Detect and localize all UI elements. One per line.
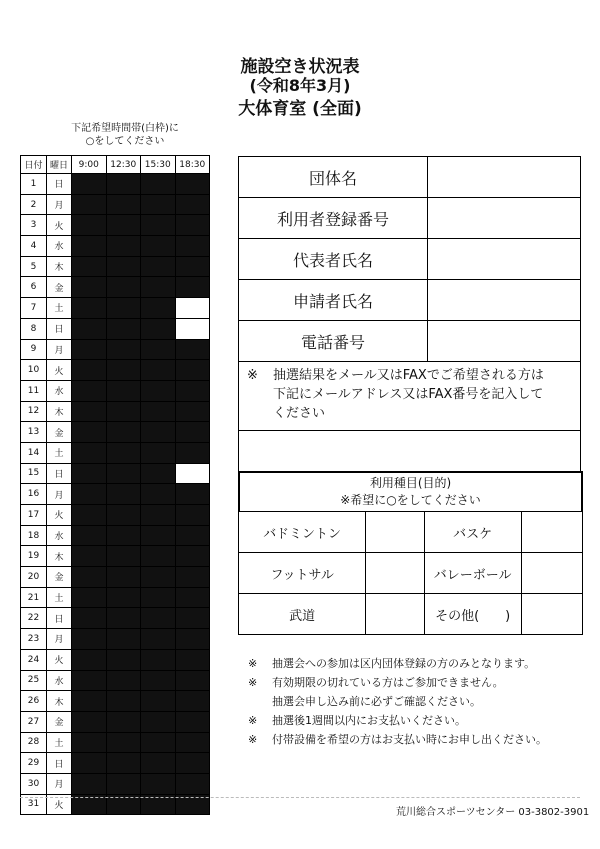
- note-text: 付帯設備を希望の方はお支払い時にお申し出ください。: [272, 733, 547, 746]
- field-label-applicant: 申請者氏名: [239, 280, 428, 321]
- slot-unavailable-0900: [72, 649, 107, 670]
- slot-unavailable-1830: [175, 442, 210, 463]
- row-date: 9: [21, 339, 47, 360]
- slot-unavailable-1530: [141, 215, 176, 236]
- slot-unavailable-1230: [106, 360, 141, 381]
- slot-unavailable-1230: [106, 422, 141, 443]
- slot-available-1830[interactable]: [175, 298, 210, 319]
- row-date: 29: [21, 753, 47, 774]
- slot-unavailable-1830: [175, 670, 210, 691]
- slot-unavailable-1530: [141, 360, 176, 381]
- purpose-title: 利用種目(目的): [369, 476, 452, 490]
- slot-unavailable-0900: [72, 629, 107, 650]
- contact-note-mark: ※: [247, 368, 258, 383]
- slot-unavailable-0900: [72, 236, 107, 257]
- row-weekday: 月: [47, 194, 72, 215]
- slot-unavailable-1530: [141, 567, 176, 588]
- purpose-check-volleyball[interactable]: [521, 553, 582, 594]
- purpose-label-futsal: フットサル: [239, 553, 366, 594]
- slot-unavailable-1530: [141, 422, 176, 443]
- slot-unavailable-0900: [72, 256, 107, 277]
- row-weekday: 火: [47, 360, 72, 381]
- slot-unavailable-1230: [106, 236, 141, 257]
- header-slot-1830: 18:30: [175, 156, 210, 174]
- slot-unavailable-1230: [106, 194, 141, 215]
- purpose-check-basketball[interactable]: [521, 512, 582, 553]
- slot-unavailable-0900: [72, 484, 107, 505]
- slot-unavailable-1830: [175, 753, 210, 774]
- slot-unavailable-1530: [141, 753, 176, 774]
- instruction: [40, 122, 210, 148]
- row-date: 19: [21, 546, 47, 567]
- row-weekday: 日: [47, 753, 72, 774]
- availability-row: [21, 318, 210, 339]
- availability-row: [21, 401, 210, 422]
- row-weekday: 日: [47, 318, 72, 339]
- slot-unavailable-1230: [106, 484, 141, 505]
- slot-unavailable-1530: [141, 649, 176, 670]
- slot-unavailable-0900: [72, 753, 107, 774]
- slot-unavailable-1230: [106, 401, 141, 422]
- slot-unavailable-1530: [141, 484, 176, 505]
- availability-table: [20, 155, 210, 815]
- slot-unavailable-1530: [141, 546, 176, 567]
- slot-unavailable-1230: [106, 318, 141, 339]
- row-date: 24: [21, 649, 47, 670]
- field-input-applicant[interactable]: [428, 280, 581, 321]
- slot-unavailable-1530: [141, 711, 176, 732]
- applicant-form: [238, 156, 581, 472]
- slot-unavailable-1230: [106, 174, 141, 195]
- row-date: 7: [21, 298, 47, 319]
- slot-unavailable-1230: [106, 649, 141, 670]
- slot-unavailable-0900: [72, 546, 107, 567]
- row-weekday: 土: [47, 442, 72, 463]
- contact-note: [239, 362, 581, 431]
- availability-row: [21, 380, 210, 401]
- slot-unavailable-0900: [72, 670, 107, 691]
- slot-unavailable-1830: [175, 236, 210, 257]
- availability-row: [21, 711, 210, 732]
- row-date: 1: [21, 174, 47, 195]
- note-mark: ※: [248, 733, 258, 746]
- slot-unavailable-1230: [106, 339, 141, 360]
- purpose-label-martial-arts: 武道: [239, 594, 366, 635]
- slot-unavailable-1830: [175, 649, 210, 670]
- slot-unavailable-1530: [141, 256, 176, 277]
- row-weekday: 月: [47, 773, 72, 794]
- row-weekday: 水: [47, 236, 72, 257]
- row-date: 22: [21, 608, 47, 629]
- slot-unavailable-1830: [175, 608, 210, 629]
- slot-unavailable-1530: [141, 732, 176, 753]
- row-date: 14: [21, 442, 47, 463]
- slot-unavailable-1530: [141, 277, 176, 298]
- slot-unavailable-0900: [72, 711, 107, 732]
- row-weekday: 月: [47, 484, 72, 505]
- purpose-check-futsal[interactable]: [366, 553, 424, 594]
- row-date: 31: [21, 794, 47, 815]
- row-weekday: 月: [47, 629, 72, 650]
- row-date: 18: [21, 525, 47, 546]
- row-weekday: 金: [47, 567, 72, 588]
- slot-unavailable-0900: [72, 401, 107, 422]
- notes-list: [248, 654, 547, 749]
- slot-unavailable-0900: [72, 773, 107, 794]
- slot-unavailable-0900: [72, 298, 107, 319]
- row-date: 11: [21, 380, 47, 401]
- slot-unavailable-1830: [175, 773, 210, 794]
- slot-unavailable-1230: [106, 608, 141, 629]
- slot-unavailable-1830: [175, 546, 210, 567]
- slot-unavailable-0900: [72, 422, 107, 443]
- instruction-line-1: 下記希望時間帯(白枠)に: [71, 123, 179, 134]
- slot-unavailable-0900: [72, 691, 107, 712]
- availability-row: [21, 649, 210, 670]
- slot-unavailable-0900: [72, 587, 107, 608]
- slot-unavailable-1530: [141, 401, 176, 422]
- availability-row: [21, 360, 210, 381]
- field-label-user-number: 利用者登録番号: [239, 198, 428, 239]
- availability-row: [21, 691, 210, 712]
- row-date: 25: [21, 670, 47, 691]
- row-weekday: 木: [47, 546, 72, 567]
- page-title: 施設空き状況表: [240, 57, 360, 77]
- slot-unavailable-1830: [175, 484, 210, 505]
- slot-unavailable-1830: [175, 732, 210, 753]
- slot-unavailable-1830: [175, 587, 210, 608]
- availability-row: [21, 732, 210, 753]
- note-text: 抽選会への参加は区内団体登録の方のみとなります。: [272, 657, 536, 670]
- slot-unavailable-1230: [106, 691, 141, 712]
- row-date: 10: [21, 360, 47, 381]
- slot-unavailable-1530: [141, 463, 176, 484]
- row-date: 26: [21, 691, 47, 712]
- slot-unavailable-1830: [175, 380, 210, 401]
- purpose-table: [238, 511, 583, 635]
- availability-header-row: [21, 156, 210, 174]
- row-weekday: 水: [47, 670, 72, 691]
- note-mark: ※: [248, 657, 258, 670]
- slot-unavailable-0900: [72, 277, 107, 298]
- note-item: [248, 692, 547, 711]
- row-weekday: 金: [47, 711, 72, 732]
- note-item: [248, 711, 547, 730]
- row-weekday: 土: [47, 298, 72, 319]
- purpose-section: [238, 471, 583, 635]
- slot-unavailable-0900: [72, 339, 107, 360]
- slot-unavailable-1830: [175, 256, 210, 277]
- purpose-check-martial-arts[interactable]: [366, 594, 424, 635]
- row-weekday: 日: [47, 608, 72, 629]
- availability-row: [21, 463, 210, 484]
- availability-row: [21, 753, 210, 774]
- slot-unavailable-1230: [106, 629, 141, 650]
- slot-unavailable-1530: [141, 194, 176, 215]
- slot-unavailable-1830: [175, 194, 210, 215]
- note-text: 抽選後1週間以内にお支払いください。: [272, 714, 466, 727]
- row-date: 4: [21, 236, 47, 257]
- slot-unavailable-0900: [72, 174, 107, 195]
- slot-unavailable-1230: [106, 442, 141, 463]
- availability-row: [21, 277, 210, 298]
- row-weekday: 火: [47, 505, 72, 526]
- row-date: 21: [21, 587, 47, 608]
- contact-input[interactable]: [239, 431, 581, 472]
- availability-row: [21, 174, 210, 195]
- availability-row: [21, 339, 210, 360]
- slot-unavailable-1230: [106, 587, 141, 608]
- instruction-line-2: ○をしてください: [85, 136, 165, 147]
- availability-row: [21, 215, 210, 236]
- availability-row: [21, 298, 210, 319]
- divider: [20, 797, 580, 798]
- slot-unavailable-1830: [175, 629, 210, 650]
- page-facility: 大体育室 (全面): [238, 99, 362, 119]
- field-label-phone: 電話番号: [239, 321, 428, 362]
- availability-row: [21, 629, 210, 650]
- purpose-label-volleyball: バレーボール: [424, 553, 521, 594]
- header-weekday: 曜日: [47, 156, 72, 174]
- field-label-group-name: 団体名: [239, 157, 428, 198]
- row-weekday: 土: [47, 587, 72, 608]
- row-date: 23: [21, 629, 47, 650]
- slot-unavailable-0900: [72, 463, 107, 484]
- slot-unavailable-1530: [141, 339, 176, 360]
- availability-row: [21, 256, 210, 277]
- slot-unavailable-1230: [106, 773, 141, 794]
- slot-unavailable-0900: [72, 318, 107, 339]
- slot-unavailable-1530: [141, 505, 176, 526]
- row-date: 15: [21, 463, 47, 484]
- slot-unavailable-1530: [141, 298, 176, 319]
- purpose-label-basketball: バスケ: [424, 512, 521, 553]
- slot-unavailable-1530: [141, 236, 176, 257]
- slot-unavailable-1530: [141, 773, 176, 794]
- slot-unavailable-1830: [175, 505, 210, 526]
- row-weekday: 金: [47, 422, 72, 443]
- slot-available-1830[interactable]: [175, 318, 210, 339]
- slot-unavailable-1530: [141, 525, 176, 546]
- contact-note-line-1: 抽選結果をメール又はFAXでご希望される方は: [273, 368, 544, 383]
- slot-unavailable-1230: [106, 256, 141, 277]
- slot-unavailable-1230: [106, 732, 141, 753]
- contact-note-line-3: ください: [273, 406, 326, 421]
- footer-contact: 荒川総合スポーツセンター 03-3802-3901: [396, 807, 590, 818]
- availability-row: [21, 236, 210, 257]
- slot-unavailable-1830: [175, 215, 210, 236]
- purpose-label-other: その他( ): [424, 594, 521, 635]
- availability-row: [21, 505, 210, 526]
- availability-row: [21, 442, 210, 463]
- row-weekday: 水: [47, 380, 72, 401]
- row-date: 16: [21, 484, 47, 505]
- row-date: 20: [21, 567, 47, 588]
- availability-row: [21, 587, 210, 608]
- row-date: 8: [21, 318, 47, 339]
- slot-unavailable-1530: [141, 670, 176, 691]
- slot-unavailable-1830: [175, 711, 210, 732]
- slot-unavailable-1230: [106, 525, 141, 546]
- row-weekday: 日: [47, 174, 72, 195]
- slot-unavailable-0900: [72, 525, 107, 546]
- row-date: 30: [21, 773, 47, 794]
- row-date: 12: [21, 401, 47, 422]
- availability-row: [21, 670, 210, 691]
- slot-unavailable-1830: [175, 422, 210, 443]
- availability-row: [21, 484, 210, 505]
- contact-note-line-2: 下記にメールアドレス又はFAX番号を記入して: [273, 387, 544, 402]
- slot-available-1830[interactable]: [175, 463, 210, 484]
- slot-unavailable-0900: [72, 567, 107, 588]
- slot-unavailable-1230: [106, 546, 141, 567]
- slot-unavailable-0900: [72, 442, 107, 463]
- slot-unavailable-1530: [141, 629, 176, 650]
- field-input-phone[interactable]: [428, 321, 581, 362]
- field-input-user-number[interactable]: [428, 198, 581, 239]
- row-weekday: 火: [47, 215, 72, 236]
- row-date: 3: [21, 215, 47, 236]
- availability-row: [21, 567, 210, 588]
- row-weekday: 木: [47, 691, 72, 712]
- slot-unavailable-1230: [106, 670, 141, 691]
- slot-unavailable-1830: [175, 339, 210, 360]
- row-date: 5: [21, 256, 47, 277]
- purpose-heading: [238, 471, 583, 511]
- slot-unavailable-0900: [72, 380, 107, 401]
- slot-unavailable-1230: [106, 277, 141, 298]
- slot-unavailable-1230: [106, 380, 141, 401]
- availability-row: [21, 608, 210, 629]
- slot-unavailable-1530: [141, 442, 176, 463]
- row-date: 27: [21, 711, 47, 732]
- slot-unavailable-0900: [72, 215, 107, 236]
- row-date: 2: [21, 194, 47, 215]
- header-slot-0900: 9:00: [72, 156, 107, 174]
- row-weekday: 土: [47, 732, 72, 753]
- slot-unavailable-1230: [106, 215, 141, 236]
- header-date: 日付: [21, 156, 47, 174]
- note-mark: ※: [248, 714, 258, 727]
- row-weekday: 水: [47, 525, 72, 546]
- field-input-representative[interactable]: [428, 239, 581, 280]
- note-mark: ※: [248, 676, 258, 689]
- note-text: 有効期限の切れている方はご参加できません。: [272, 676, 504, 689]
- row-date: 6: [21, 277, 47, 298]
- slot-unavailable-1830: [175, 174, 210, 195]
- field-input-group-name[interactable]: [428, 157, 581, 198]
- slot-unavailable-1830: [175, 567, 210, 588]
- field-label-representative: 代表者氏名: [239, 239, 428, 280]
- slot-unavailable-1230: [106, 505, 141, 526]
- purpose-instruction: ※希望に○をしてください: [340, 493, 481, 507]
- row-weekday: 金: [47, 277, 72, 298]
- availability-row: [21, 525, 210, 546]
- row-weekday: 火: [47, 794, 72, 815]
- purpose-check-badminton[interactable]: [366, 512, 424, 553]
- slot-unavailable-1830: [175, 401, 210, 422]
- slot-unavailable-1530: [141, 587, 176, 608]
- note-item: [248, 654, 547, 673]
- note-mark: [248, 692, 272, 711]
- row-weekday: 火: [47, 649, 72, 670]
- slot-unavailable-1530: [141, 608, 176, 629]
- purpose-check-other[interactable]: [521, 594, 582, 635]
- slot-unavailable-1830: [175, 691, 210, 712]
- slot-unavailable-1230: [106, 567, 141, 588]
- header-slot-1530: 15:30: [141, 156, 176, 174]
- note-item: [248, 730, 547, 749]
- slot-unavailable-1230: [106, 463, 141, 484]
- row-weekday: 木: [47, 256, 72, 277]
- availability-row: [21, 546, 210, 567]
- row-date: 17: [21, 505, 47, 526]
- slot-unavailable-0900: [72, 608, 107, 629]
- slot-unavailable-1230: [106, 753, 141, 774]
- slot-unavailable-1530: [141, 691, 176, 712]
- slot-unavailable-0900: [72, 732, 107, 753]
- row-weekday: 木: [47, 401, 72, 422]
- slot-unavailable-1530: [141, 174, 176, 195]
- slot-unavailable-0900: [72, 505, 107, 526]
- slot-unavailable-1830: [175, 525, 210, 546]
- availability-row: [21, 773, 210, 794]
- availability-row: [21, 422, 210, 443]
- header-slot-1230: 12:30: [106, 156, 141, 174]
- row-weekday: 月: [47, 339, 72, 360]
- slot-unavailable-1230: [106, 298, 141, 319]
- slot-unavailable-1830: [175, 360, 210, 381]
- row-date: 13: [21, 422, 47, 443]
- slot-unavailable-0900: [72, 194, 107, 215]
- row-date: 28: [21, 732, 47, 753]
- slot-unavailable-1530: [141, 380, 176, 401]
- slot-unavailable-1530: [141, 318, 176, 339]
- availability-row: [21, 194, 210, 215]
- page-period: (令和8年3月): [249, 76, 351, 95]
- slot-unavailable-1830: [175, 277, 210, 298]
- note-text: 抽選会申し込み前に必ずご確認ください。: [272, 695, 481, 708]
- slot-unavailable-1230: [106, 711, 141, 732]
- row-weekday: 日: [47, 463, 72, 484]
- purpose-label-badminton: バドミントン: [239, 512, 366, 553]
- note-item: [248, 673, 547, 692]
- slot-unavailable-0900: [72, 360, 107, 381]
